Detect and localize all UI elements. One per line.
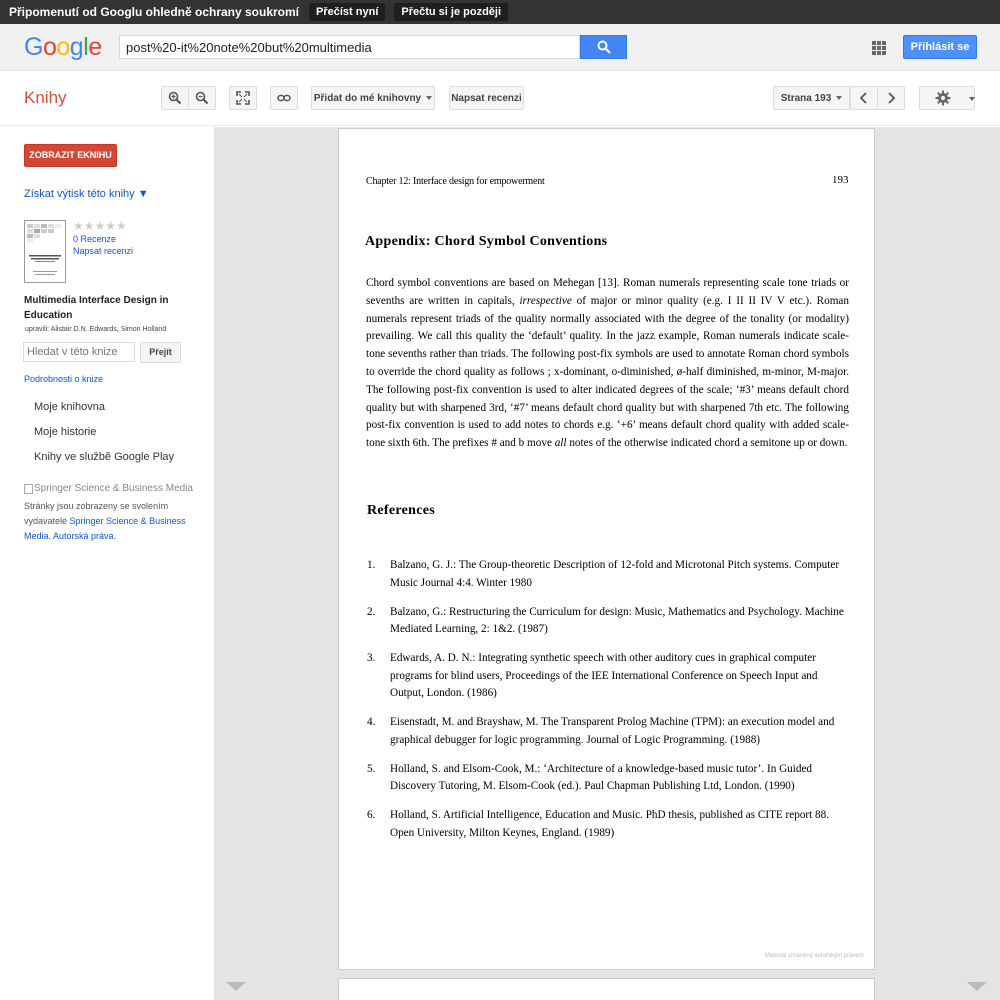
- view-ebook-button[interactable]: ZOBRAZIT EKNIHU: [24, 144, 117, 167]
- zoom-out-button[interactable]: [188, 86, 216, 110]
- gear-icon: [935, 90, 951, 106]
- next-book-page: [338, 978, 875, 1000]
- logo-letter: o: [56, 33, 70, 61]
- read-now-button[interactable]: Přečíst nyní: [309, 3, 385, 21]
- write-review-link[interactable]: Napsat recenzi: [73, 246, 134, 256]
- broken-image-icon: [24, 484, 33, 494]
- search-in-book-input[interactable]: [23, 342, 135, 362]
- scroll-down-icon[interactable]: [226, 982, 246, 991]
- reference-item: [367, 714, 849, 749]
- reference-number: 5.: [367, 762, 376, 775]
- body-text-part: notes of the otherwise indicated chord a semitone up or down.: [566, 437, 848, 450]
- logo-letter: l: [83, 33, 89, 61]
- publisher-logo-alt-text: Springer Science & Business Media: [34, 483, 193, 494]
- next-page-button[interactable]: [877, 86, 905, 110]
- chevron-down-icon: [969, 97, 975, 101]
- body-text-italic: irrespective: [519, 294, 572, 307]
- nav-google-play-books[interactable]: Knihy ve službě Google Play: [34, 451, 175, 463]
- reference-number: 4.: [367, 716, 376, 728]
- page-selector-label: Strana 193: [780, 92, 832, 104]
- chevron-down-icon: [836, 96, 842, 100]
- copyright-watermark: Materiál chráněný autorským právem: [765, 953, 864, 959]
- copyright-suffix: .: [113, 531, 117, 541]
- privacy-reminder-text: Připomenutí od Googlu ohledně ochrany soukromí: [9, 5, 300, 19]
- google-logo[interactable]: [24, 33, 102, 62]
- reference-text: Holland, S. Artificial Intelligence, Education and Music. PhD thesis, published as CITE report 88. Open University, Milton Keynes, England. (1989): [390, 809, 830, 839]
- header: [0, 24, 1000, 71]
- reference-number: 3.: [367, 652, 376, 664]
- reference-text: Balzano, G. J.: The Group-theoretic Description of 12-fold and Microtonal Pitch systems. Computer Music Journal 4:4. Winter 1980: [390, 559, 840, 589]
- book-cover-thumbnail[interactable]: [24, 220, 66, 283]
- get-copy-link[interactable]: Získat výtisk této knihy ▼: [24, 188, 149, 200]
- books-brand[interactable]: Knihy: [24, 88, 67, 107]
- settings-button[interactable]: [919, 86, 975, 110]
- search-icon: [597, 40, 611, 54]
- book-editors: upravili: Alistair D.N. Edwards, Simon Holland: [25, 326, 167, 333]
- logo-letter: o: [42, 33, 57, 61]
- book-details-link[interactable]: Podrobnosti o knize: [24, 374, 104, 384]
- fullscreen-button[interactable]: [229, 86, 257, 110]
- search-button[interactable]: [580, 35, 627, 59]
- appendix-title: Appendix: Chord Symbol Conventions: [365, 234, 608, 249]
- logo-letter: G: [24, 33, 43, 61]
- reference-item: [367, 807, 849, 842]
- body-text-part: Chord symbol conventions are based on Mehegan [13]. Roman numerals representing scale tone triads or sevenths are written in capitals,: [366, 277, 849, 307]
- zoom-out-icon: [195, 91, 209, 105]
- chevron-left-icon: [859, 92, 869, 104]
- book-sidebar: [0, 127, 214, 1000]
- search-input[interactable]: [119, 35, 580, 59]
- page-number: 193: [832, 174, 849, 186]
- link-icon: [277, 93, 291, 103]
- link-button[interactable]: [270, 86, 298, 110]
- fullscreen-icon: [236, 91, 250, 105]
- chevron-right-icon: [886, 92, 896, 104]
- permission-prefix: Stránky jsou zobrazeny se svolením vydavatele: [24, 501, 169, 526]
- apps-grid-icon[interactable]: [872, 41, 886, 55]
- reference-text: Eisenstadt, M. and Brayshaw, M. The Transparent Prolog Machine (TPM): an execution model and graphical debugger for logic programming. Journal of Logic Programming. (1988): [390, 716, 835, 746]
- logo-letter: g: [69, 33, 84, 61]
- book-cover-image: [25, 221, 65, 282]
- sign-in-button[interactable]: Přihlásit se: [903, 35, 977, 59]
- search-in-book-go-button[interactable]: Přejít: [140, 342, 181, 363]
- privacy-reminder-bar: [0, 0, 1000, 24]
- body-text-part: of major or minor quality (e.g. I II II IV V etc.). Roman numerals represent triads of the quality normally associated with the degree of the tonality (or modality) prevailing. We call this quality the ‘default’ quality. In the jazz example, Roman numerals indicate scale-tone sevenths rather than triads. The following post-fix symbols are used to annotate Roman chord symbols to override the chord quality as follows ; x-dominant, o-diminished, ø-half diminished, m-minor, M-major. The following post-fix convention is used to alter indicated degrees of the scale; ‘#3’ means default chord quality but with sharpened 3rd, ‘#7’ means default chord quality but with sharpened 7th etc. The following post-fix convention is used to add notes to chords e.g. ‘+6’ means default chord quality with added scale-tone sixth 6th. The prefixes # and b move: [366, 294, 849, 450]
- page-selector[interactable]: [773, 86, 850, 110]
- references-list: [367, 557, 849, 854]
- scroll-down-icon[interactable]: [967, 982, 987, 991]
- publisher-permission-text: [24, 499, 194, 544]
- zoom-in-icon: [168, 91, 182, 105]
- chapter-header: Chapter 12: Interface design for empowerment: [366, 176, 545, 187]
- write-review-button[interactable]: Napsat recenzi: [449, 86, 524, 110]
- book-page: [338, 128, 875, 970]
- page-viewer[interactable]: [214, 127, 1000, 1000]
- publisher-logo[interactable]: [24, 483, 193, 494]
- chevron-down-icon: [426, 96, 432, 100]
- logo-letter: e: [88, 33, 102, 61]
- reference-text: Holland, S. and Elsom-Cook, M.: ‘Architecture of a knowledge-based music tutor’. In Guided Discovery Tutoring, M. Elsom-Cook (ed.). Paul Chapman Publishing Ltd, London. (1990): [390, 762, 813, 792]
- reference-item: [367, 761, 849, 796]
- zoom-in-button[interactable]: [161, 86, 189, 110]
- rating-stars: ★★★★★: [73, 219, 127, 233]
- reference-text: Edwards, A. D. N.: Integrating synthetic speech with other auditory cues in graphical computer programs for blind users, Proceedings of the IEE International Conference on Speech Input and Output, London. (1986): [390, 652, 818, 699]
- reference-item: [367, 557, 849, 592]
- nav-my-history[interactable]: Moje historie: [34, 426, 97, 438]
- reference-item: [367, 650, 849, 703]
- copyright-link[interactable]: Autorská práva: [53, 531, 114, 541]
- nav-my-library[interactable]: Moje knihovna: [34, 401, 105, 413]
- previous-page-button[interactable]: [850, 86, 878, 110]
- reviews-count-link[interactable]: 0 Recenze: [73, 234, 117, 244]
- book-title: Multimedia Interface Design in Education: [24, 295, 169, 321]
- body-text-italic: all: [554, 437, 567, 450]
- add-to-library-label: Přidat do mé knihovny: [313, 92, 422, 104]
- appendix-body-text: [366, 275, 849, 453]
- reference-text: Balzano, G.: Restructuring the Curriculum for design: Music, Mathematics and Psychology. Machine Mediated Learning, 2: 1&2. (1987): [390, 605, 844, 635]
- books-toolbar: [0, 71, 1000, 126]
- add-to-library-button[interactable]: [311, 86, 435, 110]
- references-title: References: [367, 503, 436, 518]
- reference-item: [367, 604, 849, 639]
- read-later-button[interactable]: Přečtu si je později: [394, 3, 508, 21]
- permission-suffix: .: [48, 531, 54, 541]
- reference-number: 2.: [367, 605, 376, 618]
- reference-number: 1.: [367, 559, 376, 571]
- publisher-link[interactable]: Springer Science & Business Media: [24, 516, 186, 541]
- reference-number: 6.: [367, 809, 376, 821]
